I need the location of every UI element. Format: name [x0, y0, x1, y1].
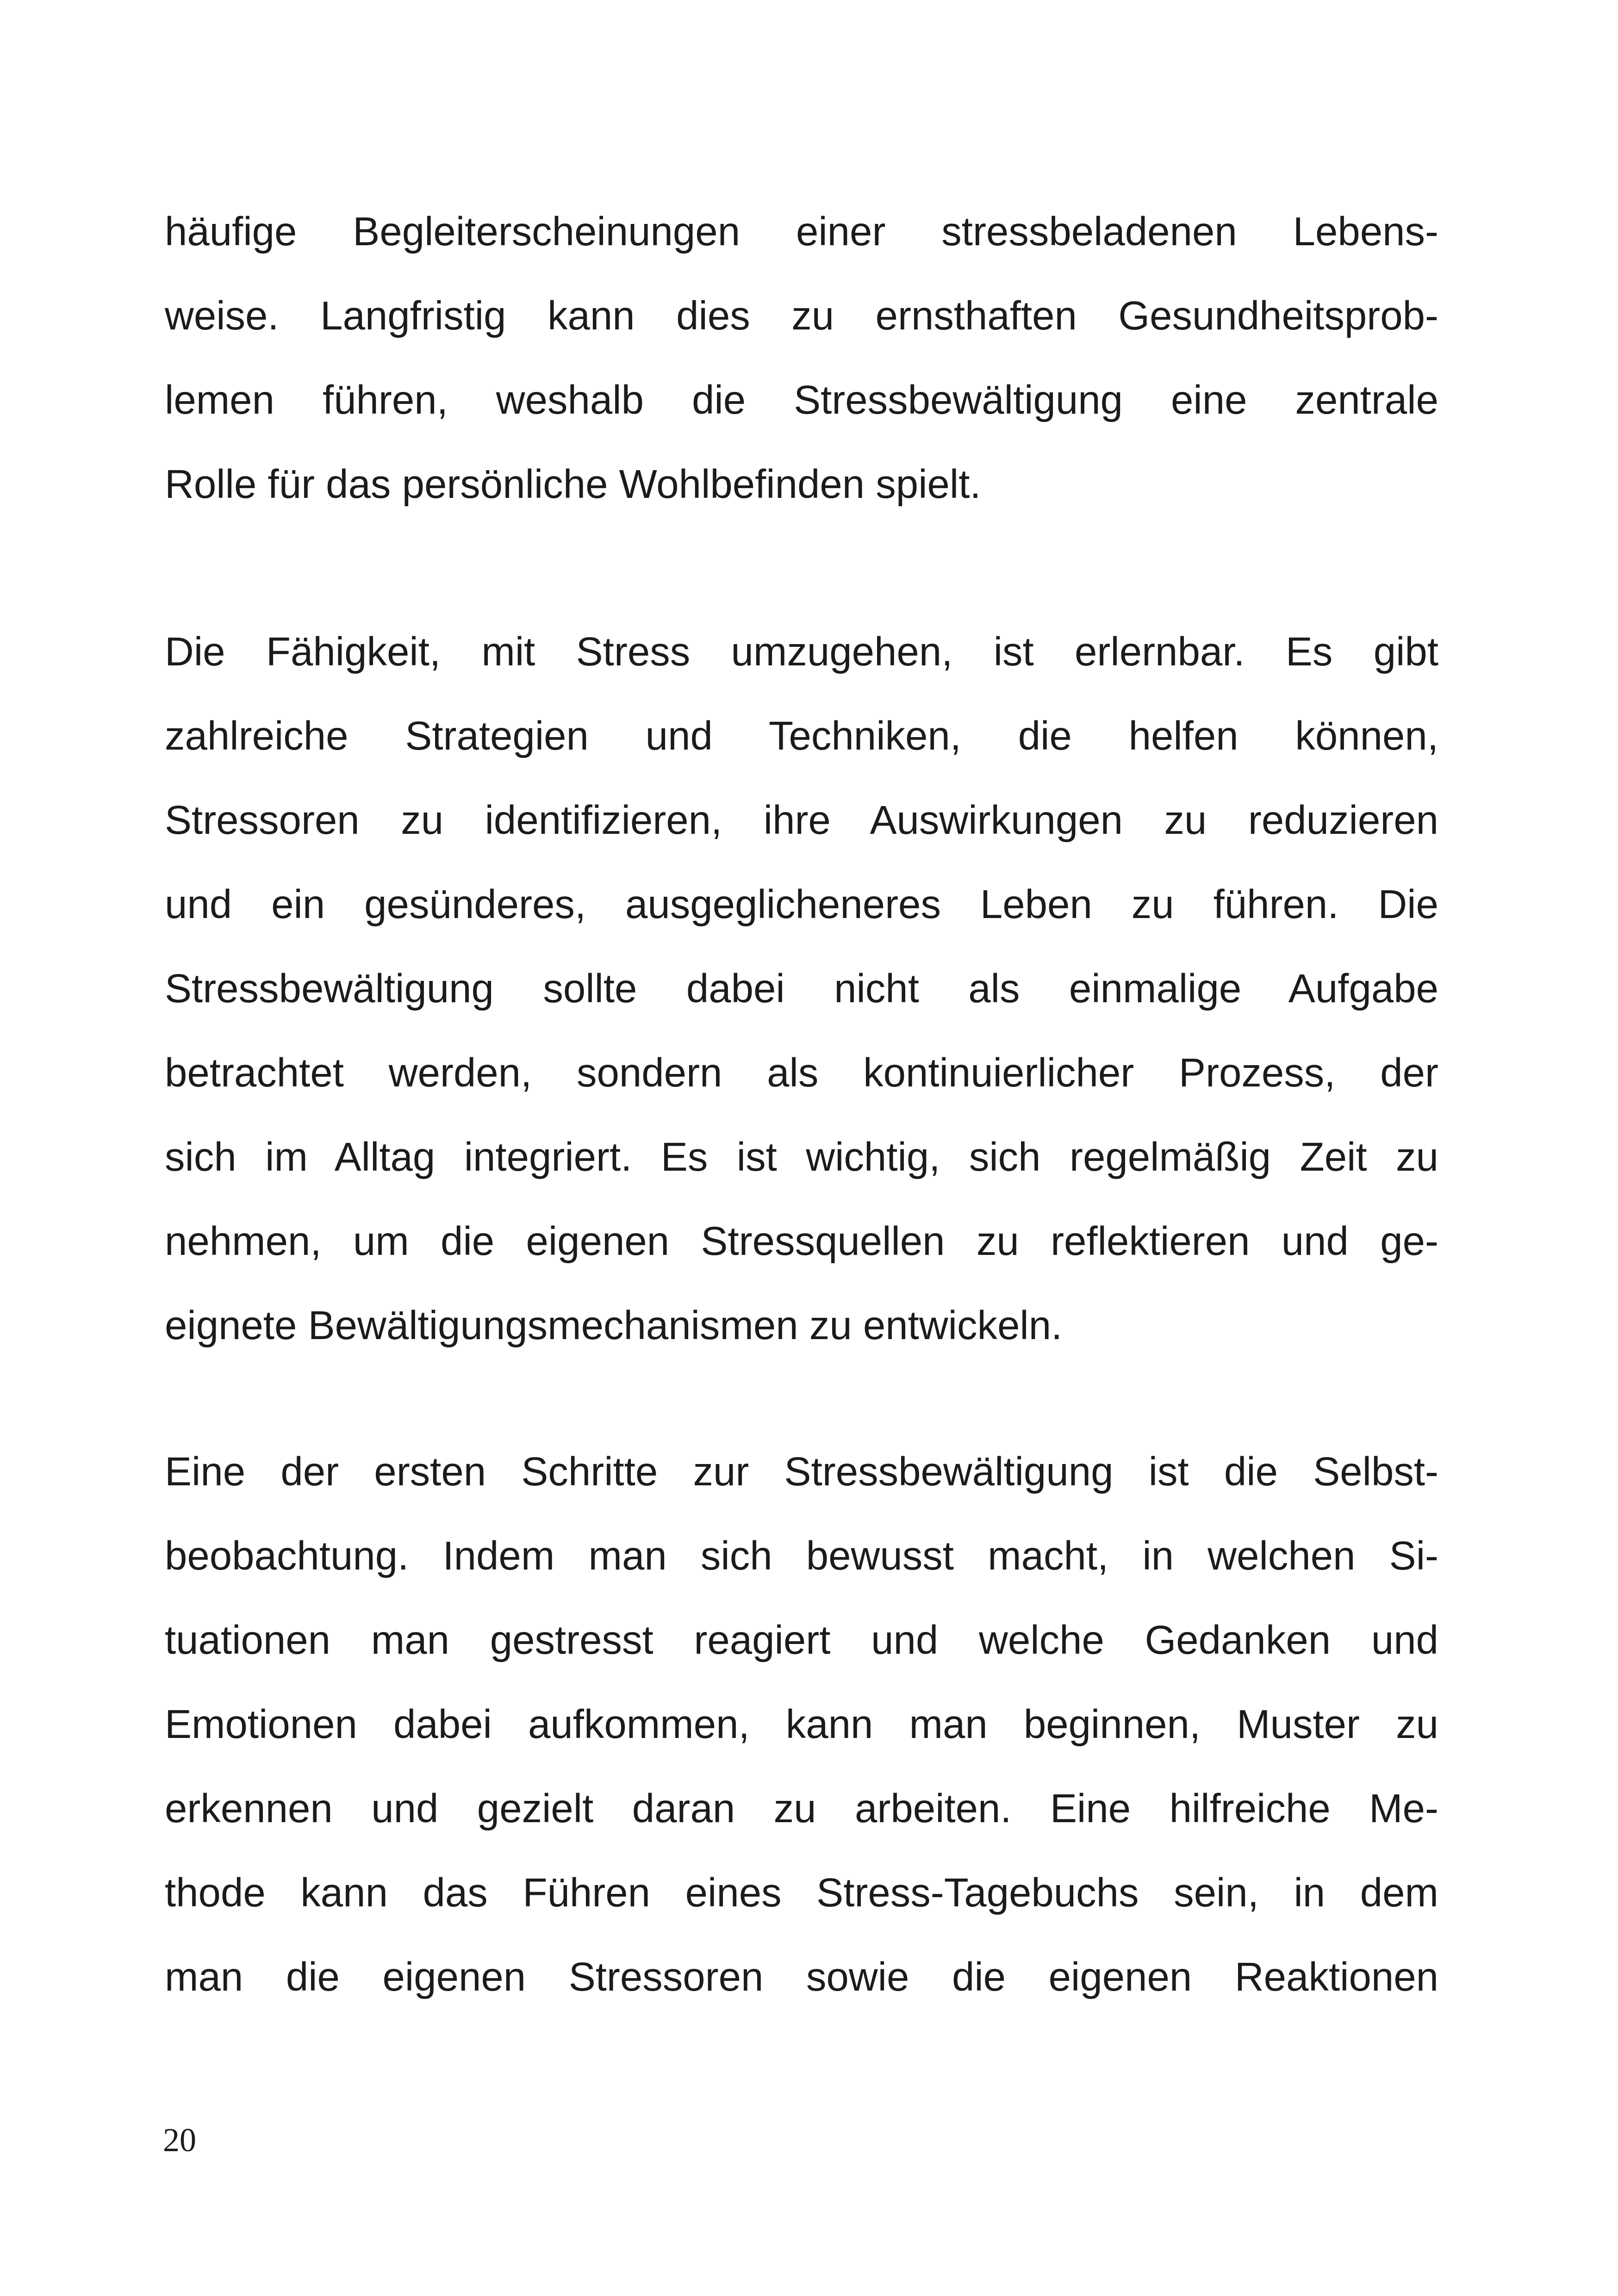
text-line: sich im Alltag integriert. Es ist wichtig, sich regelmäßig Zeit zu [165, 1135, 1438, 1179]
text-line: Rolle für das persönliche Wohlbefinden spielt. [165, 462, 981, 507]
text-line: zahlreiche Strategien und Techniken, die helfen können, [165, 714, 1438, 758]
text-line: Emotionen dabei aufkommen, kann man beginnen, Muster zu [165, 1702, 1438, 1747]
text-line: und ein gesünderes, ausgeglicheneres Leben zu führen. Die [165, 882, 1438, 927]
page-number: 20 [163, 2122, 196, 2159]
text-line: Stressoren zu identifizieren, ihre Auswirkungen zu reduzieren [165, 798, 1438, 843]
text-line: Stressbewältigung sollte dabei nicht als einmalige Aufgabe [165, 966, 1438, 1011]
text-line: beobachtung. Indem man sich bewusst macht, in welchen Si- [165, 1533, 1438, 1578]
text-line: Eine der ersten Schritte zur Stressbewältigung ist die Selbst- [165, 1449, 1438, 1494]
text-line: nehmen, um die eigenen Stressquellen zu reflektieren und ge- [165, 1219, 1438, 1264]
text-line: thode kann das Führen eines Stress-Tagebuchs sein, in dem [165, 1870, 1438, 1915]
text-line: tuationen man gestresst reagiert und welche Gedanken und [165, 1618, 1438, 1663]
text-line: man die eigenen Stressoren sowie die eigenen Reaktionen [165, 1955, 1438, 1999]
text-line: häufige Begleiterscheinungen einer stressbeladenen Lebens- [165, 209, 1438, 254]
text-line: erkennen und gezielt daran zu arbeiten. Eine hilfreiche Me- [165, 1786, 1438, 1831]
paragraph-1 [165, 190, 1438, 527]
text-line: Die Fähigkeit, mit Stress umzugehen, ist erlernbar. Es gibt [165, 629, 1438, 674]
text-line: betrachtet werden, sondern als kontinuierlicher Prozess, der [165, 1050, 1438, 1095]
paragraph-2 [165, 610, 1438, 1368]
paragraph-3 [165, 1430, 1438, 2019]
text-line: lemen führen, weshalb die Stressbewältigung eine zentrale [165, 378, 1438, 422]
text-line: eignete Bewältigungsmechanismen zu entwickeln. [165, 1303, 1063, 1348]
text-line: weise. Langfristig kann dies zu ernsthaften Gesundheitsprob- [165, 293, 1438, 338]
